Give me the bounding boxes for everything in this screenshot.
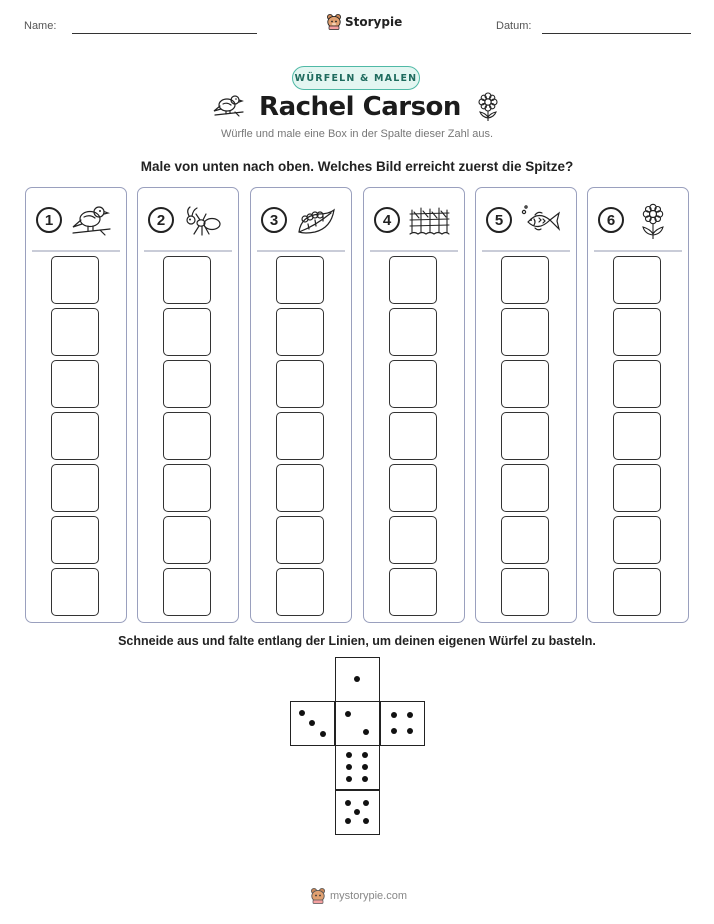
color-box[interactable] (163, 256, 211, 304)
color-box[interactable] (51, 308, 99, 356)
die-pip (345, 800, 351, 806)
color-box[interactable] (613, 412, 661, 460)
footer (310, 887, 407, 904)
color-box[interactable] (276, 360, 324, 408)
die-pip (346, 776, 352, 782)
color-box[interactable] (501, 412, 549, 460)
date-line[interactable] (542, 33, 691, 34)
color-box[interactable] (501, 308, 549, 356)
color-box[interactable] (613, 360, 661, 408)
fence-icon (408, 202, 450, 240)
die-pip (362, 752, 368, 758)
die-pip (362, 764, 368, 770)
column-4 (363, 187, 465, 623)
color-box[interactable] (389, 568, 437, 616)
ant-icon (182, 202, 224, 240)
column-divider (32, 250, 120, 252)
color-box[interactable] (163, 360, 211, 408)
die-pip (363, 818, 369, 824)
column-number: 5 (486, 207, 512, 233)
color-box[interactable] (501, 360, 549, 408)
color-box[interactable] (51, 516, 99, 564)
brand-logo (326, 13, 402, 30)
column-2 (137, 187, 239, 623)
color-box[interactable] (163, 516, 211, 564)
die-pip (345, 711, 351, 717)
color-box[interactable] (51, 568, 99, 616)
color-box[interactable] (276, 568, 324, 616)
die-pip (346, 764, 352, 770)
color-box[interactable] (389, 516, 437, 564)
color-box[interactable] (613, 516, 661, 564)
footer-url: mystorypie.com (330, 889, 408, 902)
die-face-5 (335, 790, 380, 835)
page-title: Rachel Carson (259, 92, 461, 122)
die-pip (320, 731, 326, 737)
color-box[interactable] (276, 464, 324, 512)
color-box[interactable] (389, 464, 437, 512)
die-pip (299, 710, 305, 716)
die-face-4 (380, 701, 425, 746)
die-pip (407, 728, 413, 734)
flower-icon (475, 92, 501, 122)
page-subtitle: Würfle und male eine Box in der Spalte dieser Zahl aus. (220, 128, 494, 140)
color-box[interactable] (163, 464, 211, 512)
fish-icon (520, 202, 562, 240)
die-pip (363, 800, 369, 806)
color-box[interactable] (613, 256, 661, 304)
column-6 (587, 187, 689, 623)
color-box[interactable] (51, 412, 99, 460)
die-pip (391, 728, 397, 734)
column-divider (370, 250, 458, 252)
die-pip (309, 720, 315, 726)
color-box[interactable] (613, 464, 661, 512)
die-pip (363, 729, 369, 735)
name-label: Name: (24, 20, 57, 32)
die-face-6 (335, 745, 380, 790)
color-box[interactable] (163, 308, 211, 356)
game-instruction: Male von unten nach oben. Welches Bild erreicht zuerst die Spitze? (140, 159, 574, 174)
die-face-3 (290, 701, 335, 746)
column-number: 4 (374, 207, 400, 233)
column-5 (475, 187, 577, 623)
color-box[interactable] (163, 568, 211, 616)
column-number: 3 (261, 207, 287, 233)
flower-icon (632, 202, 674, 240)
color-box[interactable] (276, 256, 324, 304)
color-box[interactable] (51, 360, 99, 408)
column-number: 2 (148, 207, 174, 233)
color-box[interactable] (501, 568, 549, 616)
color-box[interactable] (389, 360, 437, 408)
color-box[interactable] (51, 464, 99, 512)
die-pip (407, 712, 413, 718)
color-box[interactable] (389, 256, 437, 304)
color-box[interactable] (613, 568, 661, 616)
brand-name: Storypie (345, 14, 403, 29)
color-box[interactable] (501, 516, 549, 564)
storypie-mascot-icon (310, 887, 326, 904)
caterpillar-leaf-icon (295, 202, 337, 240)
column-divider (594, 250, 682, 252)
color-box[interactable] (613, 308, 661, 356)
bird-icon (213, 93, 245, 121)
column-divider (144, 250, 232, 252)
column-1 (25, 187, 127, 623)
color-box[interactable] (389, 412, 437, 460)
storypie-mascot-icon (326, 13, 342, 30)
die-pip (346, 752, 352, 758)
color-box[interactable] (163, 412, 211, 460)
die-pip (345, 818, 351, 824)
column-divider (257, 250, 345, 252)
die-pip (391, 712, 397, 718)
die-pip (354, 676, 360, 682)
column-divider (482, 250, 570, 252)
color-box[interactable] (501, 464, 549, 512)
die-face-1 (335, 657, 380, 702)
die-pip (362, 776, 368, 782)
color-box[interactable] (501, 256, 549, 304)
color-box[interactable] (276, 412, 324, 460)
bird-icon (70, 202, 112, 240)
color-box[interactable] (276, 516, 324, 564)
column-3 (250, 187, 352, 623)
die-pip (354, 809, 360, 815)
activity-badge: WÜRFELN & MALEN (292, 66, 420, 90)
name-line[interactable] (72, 33, 257, 34)
column-number: 1 (36, 207, 62, 233)
color-box[interactable] (51, 256, 99, 304)
column-number: 6 (598, 207, 624, 233)
die-face-2 (335, 701, 380, 746)
color-box[interactable] (276, 308, 324, 356)
color-box[interactable] (389, 308, 437, 356)
date-label: Datum: (496, 20, 532, 32)
cut-instruction: Schneide aus und falte entlang der Linien, um deinen eigenen Würfel zu basteln. (118, 634, 596, 648)
